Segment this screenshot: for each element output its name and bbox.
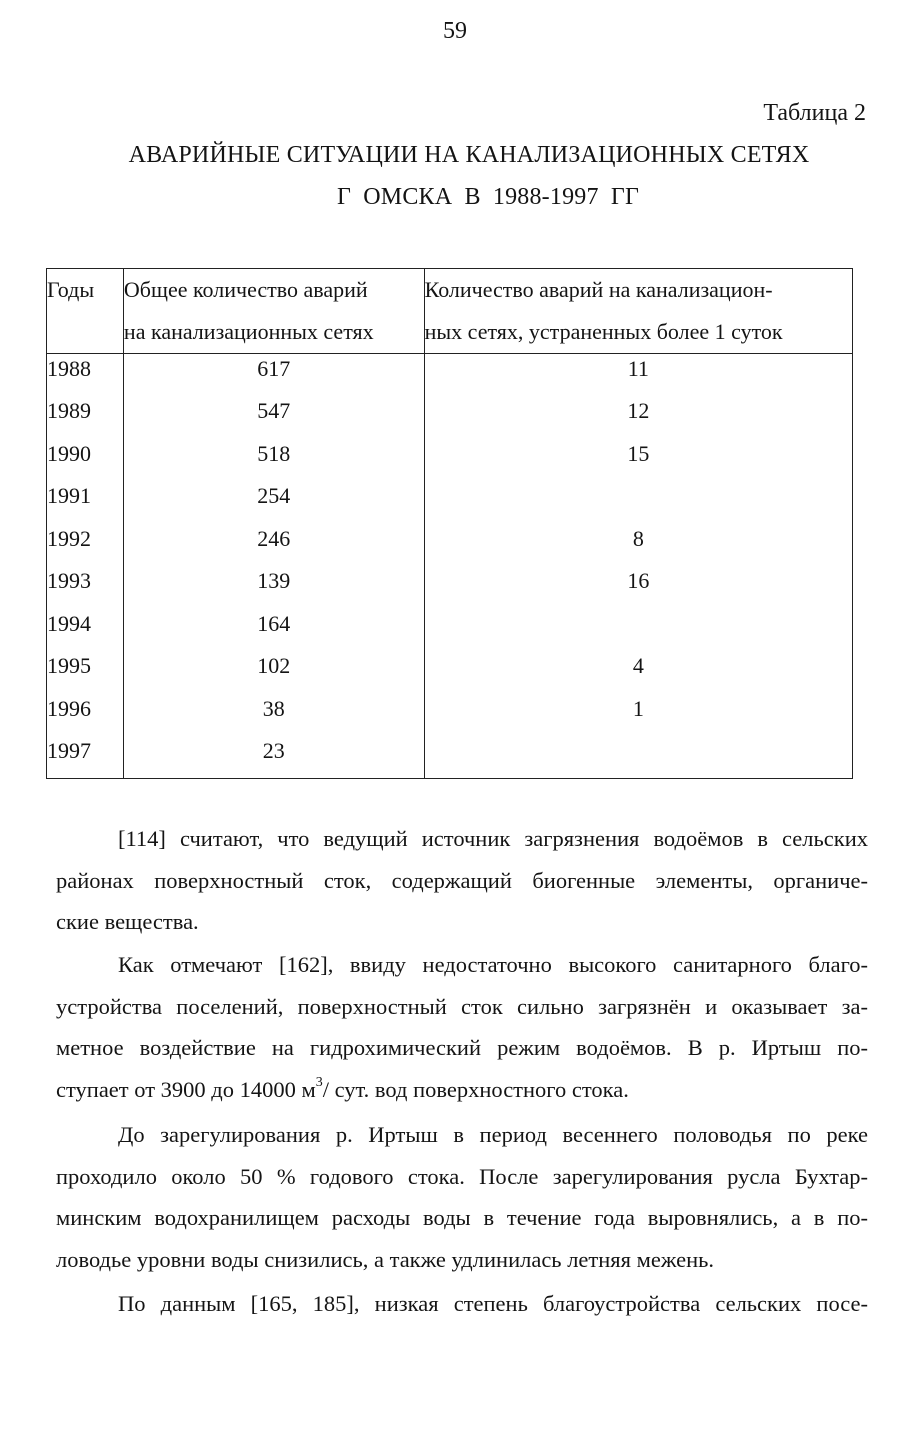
- cell-year: 1996: [47, 694, 124, 737]
- cell-total: 139: [123, 566, 424, 609]
- paragraph-line: минским водохранилищем расходы воды в течение года выровнялись, а в по-: [56, 1205, 868, 1230]
- cell-long: 4: [424, 651, 852, 694]
- paragraph-2: [56, 944, 868, 1110]
- header-total-line-2: на канализационных сетях: [123, 319, 374, 344]
- table-row: [47, 524, 853, 567]
- cell-year: 1991: [47, 481, 124, 524]
- paragraph-3: [56, 1114, 868, 1280]
- paragraph-line: районах поверхностный сток, содержащий биогенные элементы, органиче-: [56, 867, 868, 893]
- cell-long: 11: [424, 354, 852, 397]
- cell-total: 518: [123, 439, 424, 482]
- cell-year: 1994: [47, 609, 124, 652]
- paragraph-1: [56, 818, 868, 943]
- header-year-text: Годы: [47, 277, 95, 302]
- cell-long: 8: [424, 524, 852, 567]
- table-row: [47, 396, 853, 439]
- cell-long: [424, 481, 852, 524]
- header-total: [123, 269, 424, 354]
- cell-year: 1988: [47, 354, 124, 397]
- cell-long: [424, 609, 852, 652]
- cell-total: 246: [123, 524, 424, 567]
- table-label: Таблица 2: [763, 100, 866, 126]
- paragraph-line: устройства поселений, поверхностный сток сильно загрязнён и оказывает за-: [56, 993, 868, 1019]
- cell-total: 254: [123, 481, 424, 524]
- header-long-line-1: Количество аварий на канализацион-: [424, 277, 773, 302]
- table-row: [47, 609, 853, 652]
- paragraph-line: [56, 1069, 868, 1111]
- header-total-line-1: Общее количество аварий: [123, 277, 368, 302]
- table-row: [47, 354, 853, 397]
- header-long-line-2: ных сетях, устраненных более 1 суток: [424, 319, 783, 344]
- cell-total: 38: [123, 694, 424, 737]
- paragraph-4: [56, 1283, 868, 1325]
- cell-total: 23: [123, 736, 424, 779]
- table-header-row: [47, 269, 853, 354]
- paragraph-line: проходило около 50 % годового стока. После зарегулирования русла Бухтар-: [56, 1163, 868, 1189]
- superscript-exponent: 3: [315, 1075, 323, 1090]
- cell-total: 617: [123, 354, 424, 397]
- cell-long: 12: [424, 396, 852, 439]
- cell-year: 1990: [47, 439, 124, 482]
- cell-year: 1997: [47, 736, 124, 779]
- table-row: [47, 651, 853, 694]
- cell-long: 1: [424, 694, 852, 737]
- cell-total: 102: [123, 651, 424, 694]
- cell-long: 16: [424, 566, 852, 609]
- paragraph-line: метное воздействие на гидрохимический режим водоёмов. В р. Иртыш по-: [56, 1035, 868, 1060]
- table-row: [47, 736, 853, 779]
- cell-total: 547: [123, 396, 424, 439]
- accidents-table: [46, 268, 853, 779]
- paragraph-line: По данным [165, 185], низкая степень благоустройства сельских посе-: [118, 1291, 868, 1316]
- table-title-line-2: Г ОМСКА В 1988-1997 ГГ: [336, 184, 640, 210]
- paragraph-line: До зарегулирования р. Иртыш в период весеннего половодья по реке: [118, 1122, 868, 1147]
- paragraph-text: / сут. вод поверхностного стока.: [322, 1076, 629, 1102]
- cell-year: 1995: [47, 651, 124, 694]
- page-number: 59: [443, 18, 467, 44]
- paragraph-line: Как отмечают [162], ввиду недостаточно высокого санитарного благо-: [118, 952, 868, 977]
- cell-year: 1992: [47, 524, 124, 567]
- table-title-line-1: АВАРИЙНЫЕ СИТУАЦИИ НА КАНАЛИЗАЦИОННЫХ СЕТЯХ: [128, 142, 810, 168]
- cell-total: 164: [123, 609, 424, 652]
- table-row: [47, 481, 853, 524]
- table-row: [47, 694, 853, 737]
- paragraph-line: [114] считают, что ведущий источник загрязнения водоёмов в сельских: [118, 826, 868, 851]
- cell-long: 15: [424, 439, 852, 482]
- paragraph-text: ступает от 3900 до 14000 м: [56, 1076, 316, 1102]
- header-long: [424, 269, 852, 354]
- table-row: [47, 566, 853, 609]
- table-row: [47, 439, 853, 482]
- header-year: [47, 269, 124, 354]
- paragraph-line: ские вещества.: [56, 909, 199, 934]
- cell-year: 1993: [47, 566, 124, 609]
- paragraph-line: ловодье уровни воды снизились, а также удлинилась летняя межень.: [56, 1246, 714, 1272]
- cell-year: 1989: [47, 396, 124, 439]
- cell-long: [424, 736, 852, 779]
